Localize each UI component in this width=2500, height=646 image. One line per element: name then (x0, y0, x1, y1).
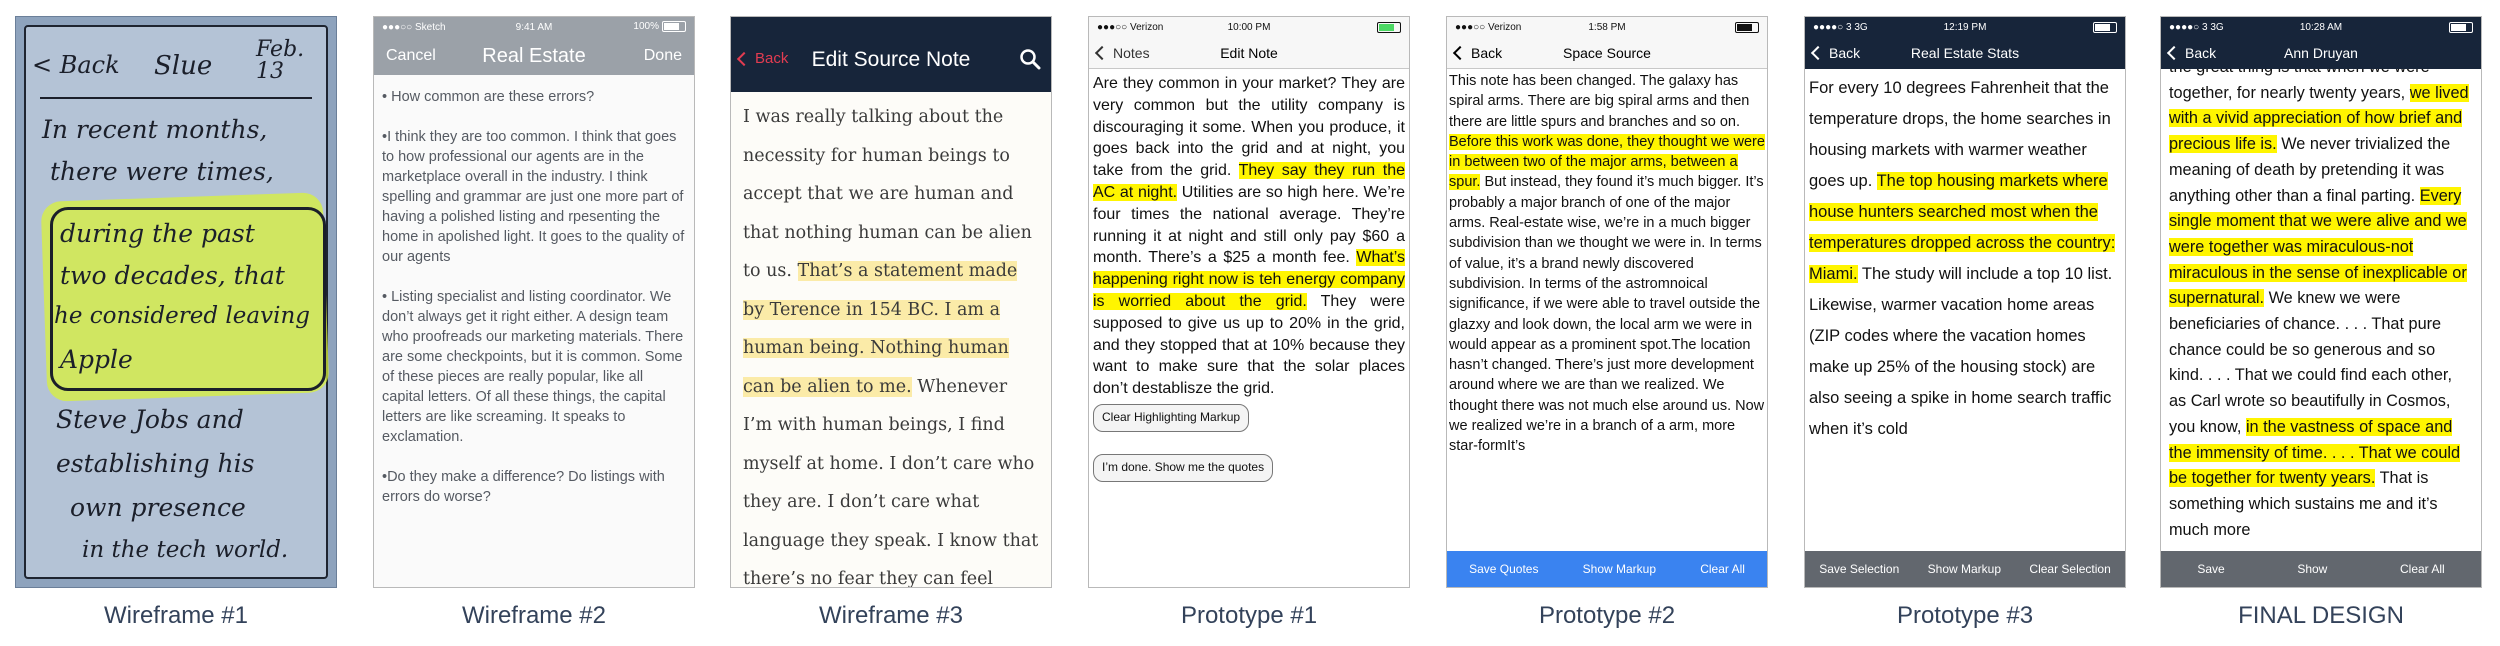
note-text: That is something which sustains me and it’s much more (2169, 469, 2438, 539)
status-carrier: ●●●●○ 3 3G (1813, 21, 1868, 33)
status-carrier: ●●●○○ Verizon (1455, 21, 1522, 33)
sketch-line: two decades, that (60, 261, 285, 290)
prototype-1-panel (1088, 16, 1410, 588)
battery-icon (2093, 22, 2117, 33)
note-body[interactable] (731, 92, 1051, 588)
search-icon[interactable] (1019, 48, 1041, 70)
status-battery-text: 100% (633, 21, 659, 33)
note-body[interactable] (1089, 69, 1409, 490)
sketch-date: Feb. 13 (256, 37, 305, 84)
nav-bar (731, 17, 1051, 92)
caption-prototype-1: Prototype #1 (1180, 602, 1318, 629)
note-text: Whenever I’m with human beings, I find myself at home. I don’t care who they are. I don’t care what language they speak. I know that there’s no fear they can feel (743, 376, 1039, 588)
back-label: Back (2185, 45, 2217, 61)
chevron-left-icon (1811, 46, 1825, 60)
wireframe-3-panel (730, 16, 1052, 588)
status-time: 9:41 AM (515, 21, 553, 33)
sketch-line: establishing his (56, 449, 255, 478)
save-quotes-button[interactable]: Save Quotes (1469, 562, 1539, 576)
show-button[interactable]: Show (2297, 562, 2328, 576)
battery-icon (662, 21, 686, 32)
caption-prototype-2: Prototype #2 (1538, 602, 1676, 629)
back-button[interactable] (1455, 45, 1502, 61)
chevron-left-icon (1453, 45, 1467, 59)
nav-title: Edit Source Note (811, 48, 971, 71)
sketch-line: own presence (70, 493, 246, 522)
nav-title: Real Estate Stats (1910, 45, 2020, 61)
status-bar (2161, 17, 2481, 37)
note-text: They were supposed to give us up to 20% in the grid, and they stopped that at 10% because they want to make sure that the solar places don’t destablisze the grid. (1093, 292, 1405, 398)
highlighted-text[interactable]: What’s happening right now is teh energy company is worried about the grid. (1093, 249, 1405, 310)
nav-title: Edit Note (1220, 44, 1278, 61)
caption-final-design: FINAL DESIGN (2238, 602, 2404, 629)
nav-title: Real Estate (482, 44, 586, 67)
highlighted-text[interactable]: in the vastness of space and the immensity of time. . . . That we could be together for twenty years. (2169, 417, 2461, 488)
note-text: We knew we were beneficiaries of chance. . . . That pure chance could be so generous and so kind. . . . That we could find each other, as Carl wrote so beautifully in Cosmos, you know, (2169, 289, 2452, 436)
highlighted-text[interactable]: we lived with a vivid appreciation of how brief and precious life is. (2169, 83, 2469, 154)
back-label: Back (1829, 45, 1861, 61)
bottom-toolbar (1805, 551, 2125, 587)
sketch-line: during the past (60, 219, 255, 248)
save-selection-button[interactable]: Save Selection (1819, 562, 1900, 576)
chevron-left-icon (2167, 46, 2181, 60)
nav-bar (1447, 37, 1767, 69)
nav-title: Ann Druyan (2284, 45, 2358, 61)
status-bar (1089, 17, 1409, 37)
caption-wireframe-2: Wireframe #2 (461, 602, 607, 629)
note-text: But instead, they found it’s much bigger. It’s probably a major branch of one of the major arms. Real-estate wise, we’re in a much bigger subdivision than we thought we were in. In terms of value, it’s a brand newly discovered subdivision. In terms of the astromnoical significance, if we were able to travel outside the glazxy and look down, the local arm we were in would appear as a prominent spot.The location hasn’t changed. There’s just more development around where we are than we realized. We thought there was not much else around us. Now we realized we’re in a branch of a arm, more star-formIt’s (1449, 174, 1765, 455)
clear-all-button[interactable]: Clear All (1700, 562, 1745, 576)
prototype-2-panel (1446, 16, 1768, 588)
bottom-toolbar (1447, 551, 1767, 587)
note-paragraph: •Do they make a difference? Do listings with errors do worse? (382, 469, 665, 505)
sketch-line: he considered leaving (54, 303, 310, 329)
sketch-phone-frame (24, 25, 328, 579)
status-time: 10:00 PM (1227, 21, 1271, 33)
save-button[interactable]: Save (2197, 562, 2225, 576)
clear-all-button[interactable]: Clear All (2399, 562, 2445, 576)
note-body[interactable] (1447, 69, 1767, 538)
status-carrier: ●●●○○ Verizon (1097, 21, 1164, 33)
note-text: The study will include a top 10 list. Likewise, warmer vacation home areas (ZIP codes where the vacation homes make up 25% of the housing stock) are also seeing a spike in home search traffic when it’s cold (1809, 265, 2113, 438)
highlighted-text[interactable]: That’s a statement made by Terence in 154 BC. I am a human being. Nothing human can be alien to me. (743, 261, 1018, 397)
highlighted-text[interactable]: Every single moment that we were alive and we were together was miraculous-not miraculous in the sense of inexplicable or supernatural. (2169, 186, 2467, 308)
bottom-toolbar (2161, 551, 2481, 587)
back-button[interactable] (1097, 45, 1150, 61)
caption-wireframe-1: Wireframe #1 (103, 602, 249, 629)
note-text: For every 10 degrees Fahrenheit that the temperature drops, the home searches in housing markets with warmer weather goes up. (1809, 79, 2111, 190)
status-carrier: ●●●○○ Sketch (382, 21, 446, 33)
note-paragraph: •I think they are too common. I think that goes to how professional our agents are in the marketplace overall in the industry. I think spelling and grammar are just one more part of having a polished listing and rpesenting the home in apolished light. It goes to the quality of our agents (382, 129, 685, 265)
battery-icon (1735, 22, 1759, 33)
note-text: I was really talking about the necessity for human beings to accept that we are human and that nothing human can be alien to us. (743, 107, 1032, 281)
show-quotes-button[interactable]: I’m done. Show me the quotes (1093, 454, 1273, 482)
nav-bar (2161, 37, 2481, 69)
note-body[interactable] (374, 75, 694, 539)
sketch-line: there were times, (50, 157, 274, 186)
highlighted-text[interactable]: Before this work was done, they thought we were in between two of the major arms, between a spur. (1449, 133, 1765, 191)
nav-bar (1089, 37, 1409, 69)
clear-selection-button[interactable]: Clear Selection (2029, 562, 2111, 576)
status-carrier: ●●●●○ 3 3G (2169, 21, 2224, 33)
caption-wireframe-3: Wireframe #3 (818, 602, 964, 629)
highlighted-text[interactable]: They say they run the AC at night. (1093, 162, 1405, 201)
show-markup-button[interactable]: Show Markup (1927, 562, 2002, 576)
note-text: together, for nearly twenty years, (2169, 83, 2406, 102)
note-text: We never trivialized the meaning of death by pretending it was anything other than a final parting. (2169, 135, 2451, 205)
battery-icon (1377, 22, 1401, 33)
wireframe-1-panel (15, 16, 337, 588)
note-body[interactable] (2161, 55, 2481, 539)
status-bar (1805, 17, 2125, 37)
nav-bar (1805, 37, 2125, 69)
show-markup-button[interactable]: Show Markup (1582, 562, 1657, 576)
clear-highlighting-button[interactable]: Clear Highlighting Markup (1093, 404, 1249, 432)
back-label: Notes (1113, 44, 1150, 61)
note-text: Are they common in your market? They are very common but the utility company is discouraging it some. When you produce, it goes back into the grid and at night, you take from the grid. (1093, 75, 1405, 180)
sketch-line: in the tech world. (82, 537, 289, 563)
back-label: Back (1471, 44, 1503, 61)
sketch-line: In recent months, (42, 115, 268, 144)
caption-prototype-3: Prototype #3 (1896, 602, 2034, 629)
status-time: 12:19 PM (1943, 21, 1987, 33)
back-button[interactable] (2169, 45, 2216, 61)
status-bar (1447, 17, 1767, 37)
status-time: 10:28 AM (2299, 21, 2343, 33)
status-time: 1:58 PM (1588, 21, 1626, 33)
note-body[interactable] (1805, 69, 2125, 449)
back-button[interactable] (1813, 45, 1860, 61)
note-text: Utilities are so high here. We’re four times the national average. They’re running it at night and still only pay $60 a month. There’s a $25 a month fee. (1093, 183, 1406, 267)
final-design-panel (2160, 16, 2482, 588)
cancel-button[interactable]: Cancel (386, 47, 436, 64)
nav-bar (374, 37, 694, 75)
note-text: This note has been changed. The galaxy has spiral arms. There are big spiral arms and then there are little spurs and branches and so on. (1449, 73, 1750, 130)
note-paragraph: • How common are these errors? (382, 89, 595, 105)
sketch-line: Steve Jobs and (56, 405, 244, 434)
sketch-header-rule (40, 97, 312, 99)
prototype-3-panel (1804, 16, 2126, 588)
battery-icon (2449, 22, 2473, 33)
wireframe-2-panel (373, 16, 695, 588)
note-paragraph: • Listing specialist and listing coordinator. We don’t always get it right either. A design team who proofreads our marketing materials. There are some checkpoints, but it is common. Some of these pieces are really popular, like all capital letters. Of all these things, the capital letters are like screaming. It speaks to exclamation. (382, 289, 684, 445)
nav-title: Space Source (1563, 44, 1651, 61)
back-label: Back (755, 50, 789, 67)
sketch-title: Slue (154, 51, 213, 81)
chevron-left-icon (1095, 45, 1109, 59)
sketch-back: < Back (32, 51, 120, 79)
sketch-line: Apple (60, 345, 133, 374)
highlighted-text[interactable]: The top housing markets where house hunters searched most when the temperatures dropped across the country: Miami. (1809, 172, 2116, 283)
done-button[interactable]: Done (643, 47, 682, 64)
status-bar (374, 17, 694, 37)
